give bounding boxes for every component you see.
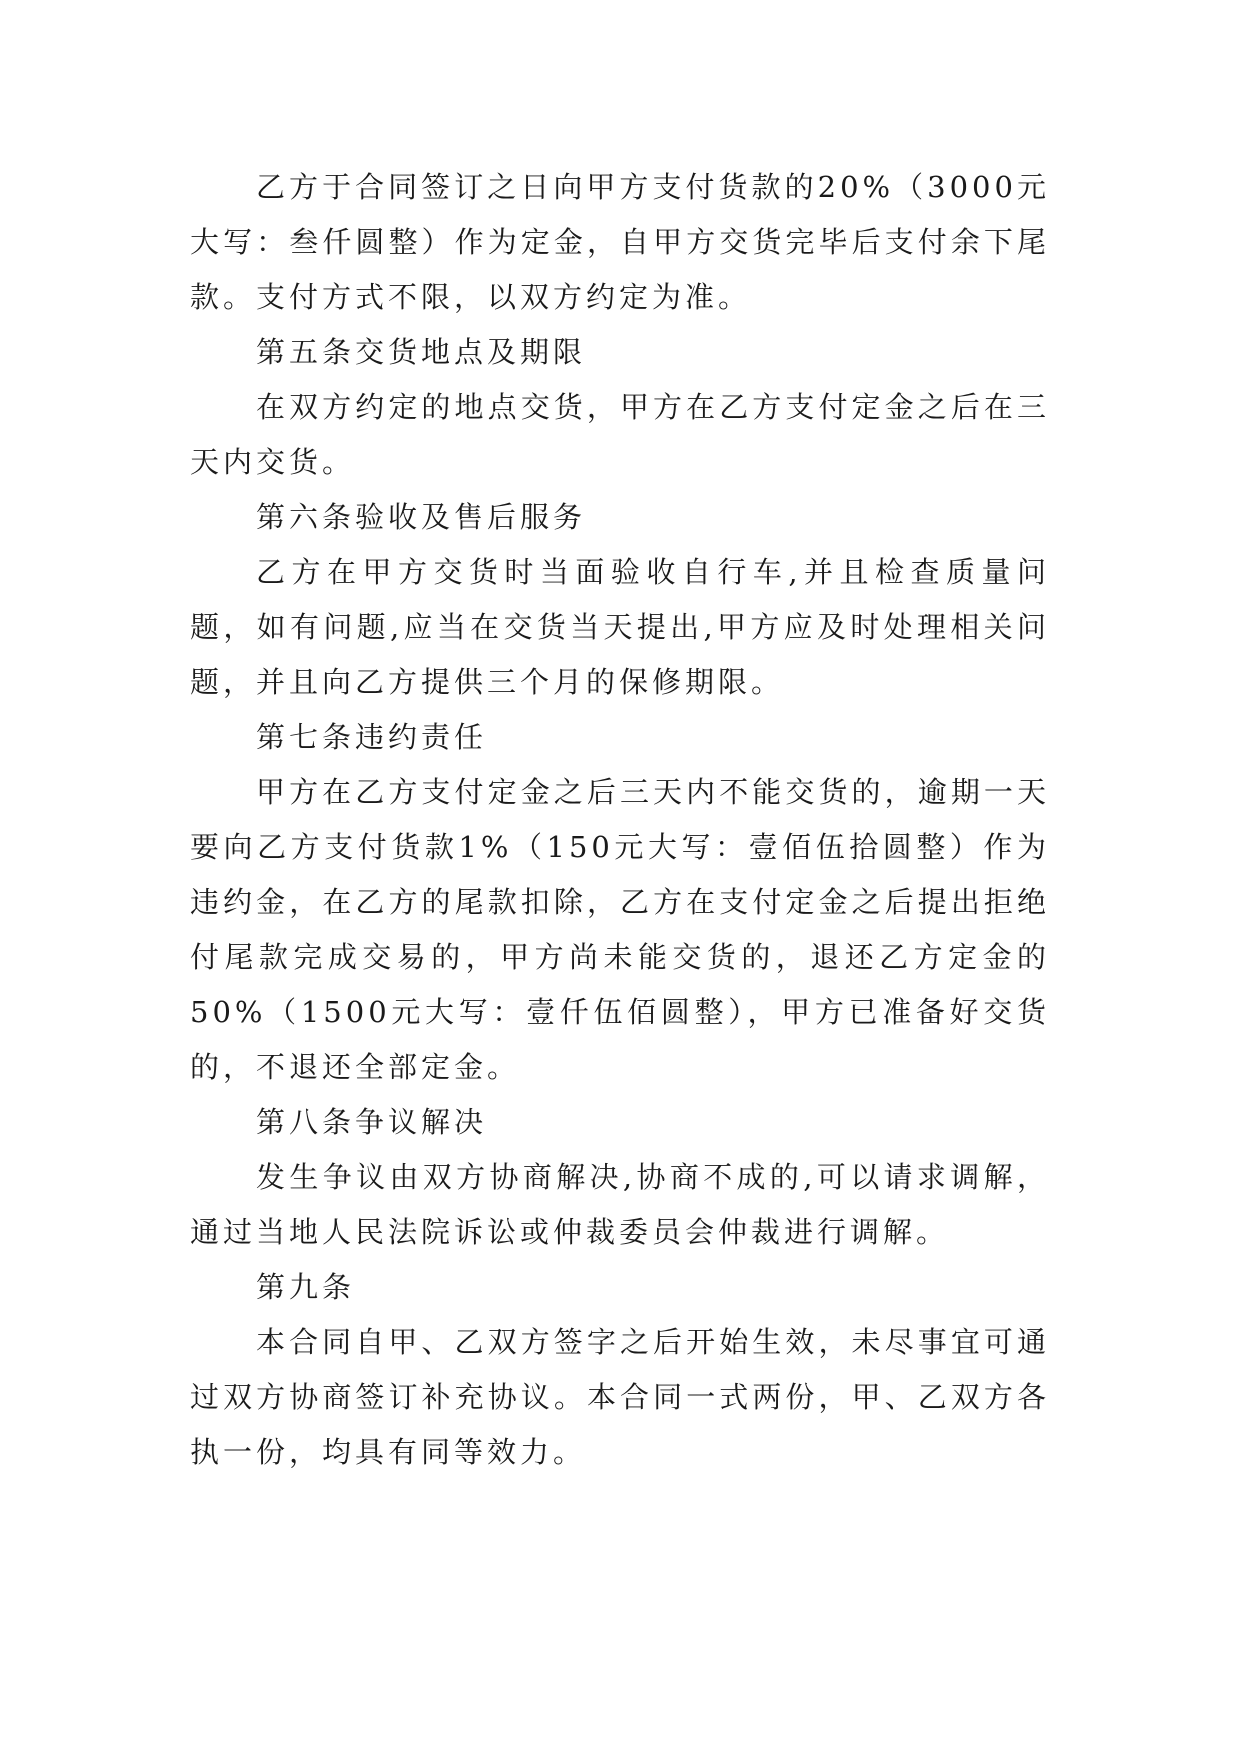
heading-article-9: 第九条: [256, 1270, 356, 1304]
document-body: [190, 160, 1050, 1480]
paragraph-delivery: 在双方约定的地点交货，甲方在乙方支付定金之后在三天内交货。: [190, 390, 1050, 479]
heading-article-6: 第六条验收及售后服务: [256, 500, 587, 534]
paragraph-inspection: 乙方在甲方交货时当面验收自行车,并且检查质量问题，如有问题,应当在交货当天提出,甲方应及时处理相关问题，并且向乙方提供三个月的保修期限。: [190, 555, 1050, 699]
heading-article-7: 第七条违约责任: [256, 720, 488, 754]
paragraph-dispute: 发生争议由双方协商解决,协商不成的,可以请求调解，通过当地人民法院诉讼或仲裁委员会仲裁进行调解。: [190, 1160, 1050, 1249]
paragraph-effect: 本合同自甲、乙双方签字之后开始生效，未尽事宜可通过双方协商签订补充协议。本合同一式两份，甲、乙双方各执一份，均具有同等效力。: [190, 1325, 1050, 1469]
heading-article-8: 第八条争议解决: [256, 1105, 488, 1139]
paragraph-liability: 甲方在乙方支付定金之后三天内不能交货的，逾期一天要向乙方支付货款1%（150元大写：壹佰伍拾圆整）作为违约金，在乙方的尾款扣除，乙方在支付定金之后提出拒绝付尾款完成交易的，甲方尚未能交货的，退还乙方定金的50%（1500元大写：壹仟伍佰圆整），甲方已准备好交货的，不退还全部定金。: [190, 775, 1050, 1084]
heading-article-5: 第五条交货地点及期限: [256, 335, 587, 369]
paragraph-payment: 乙方于合同签订之日向甲方支付货款的20%（3000元大写：叁仟圆整）作为定金，自甲方交货完毕后支付余下尾款。支付方式不限，以双方约定为准。: [190, 170, 1050, 314]
